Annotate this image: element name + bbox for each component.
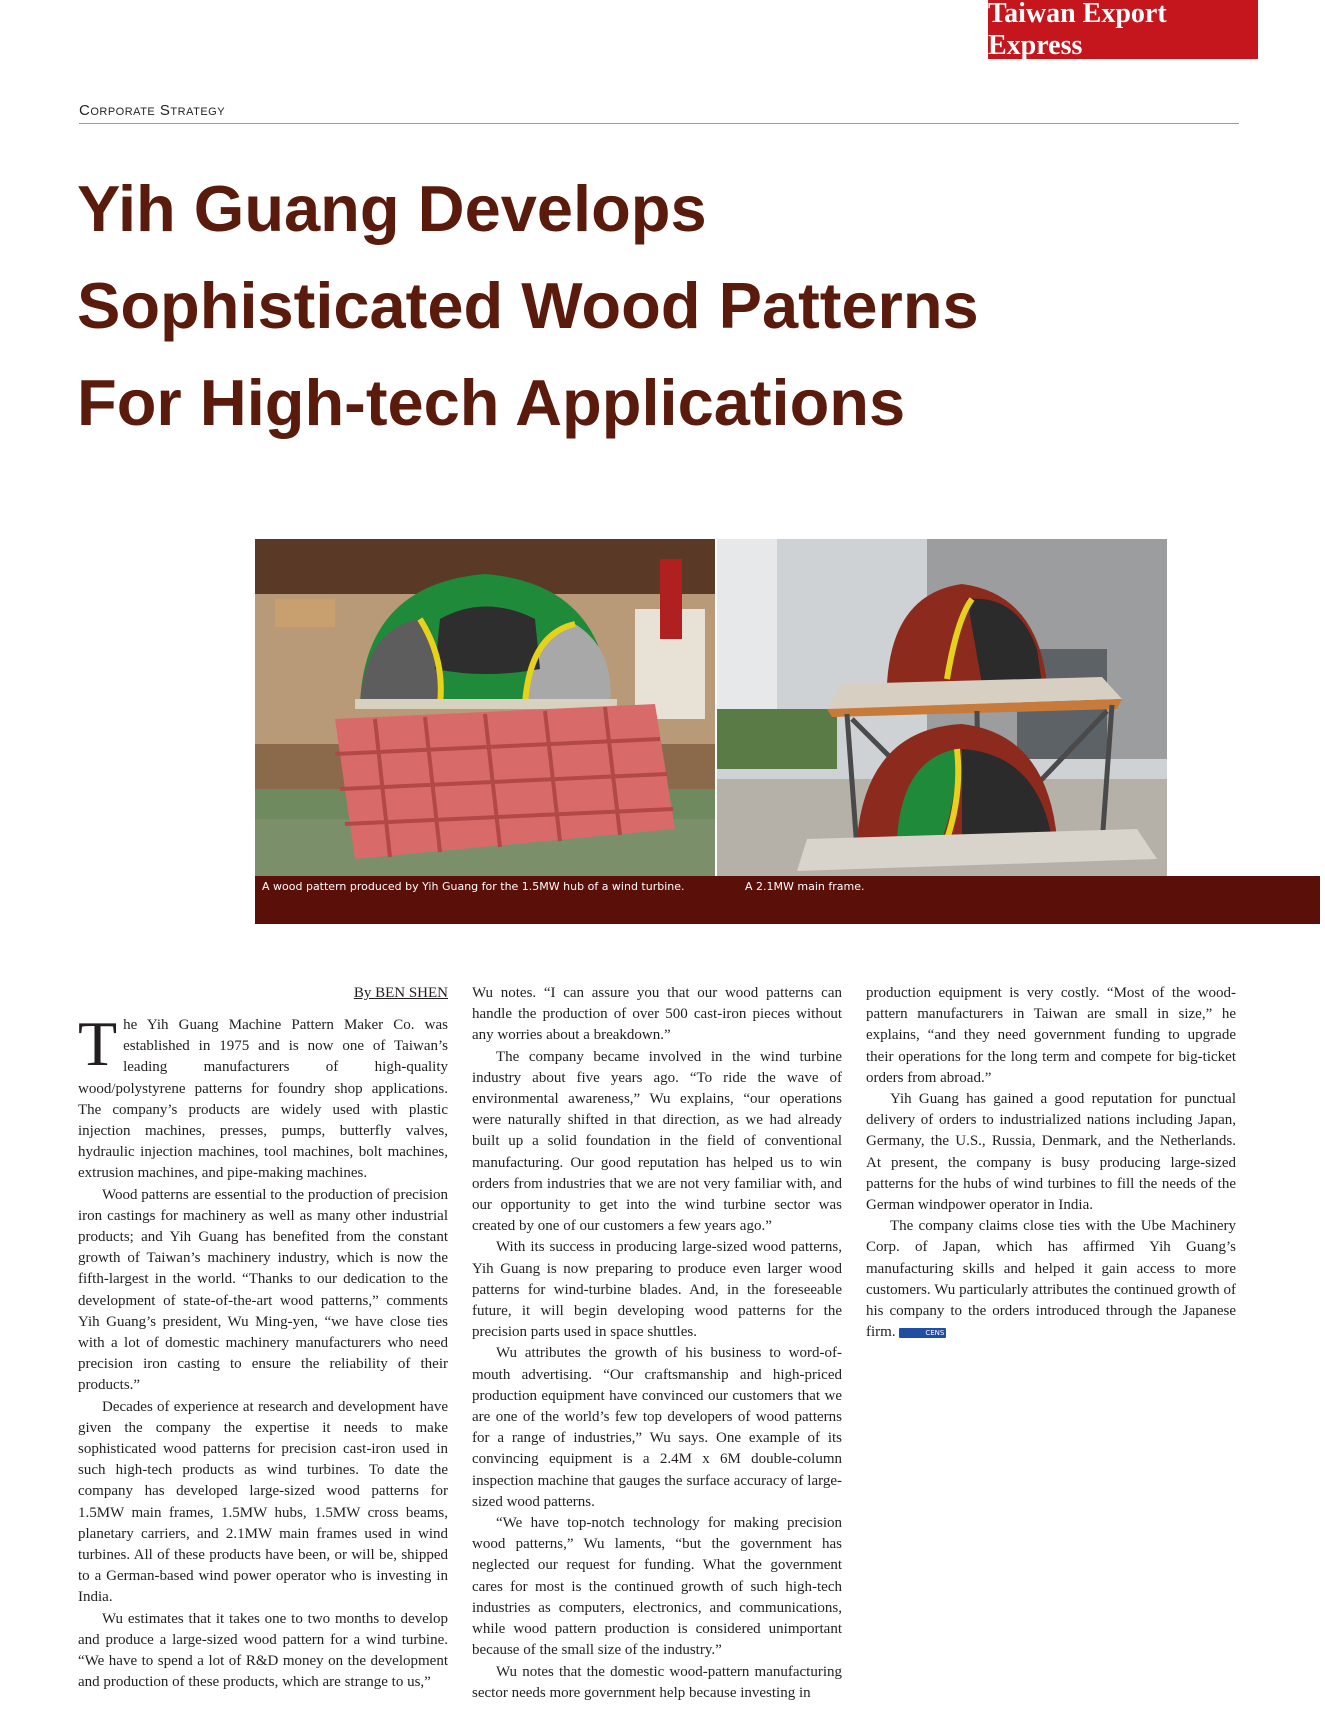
- article-column-1: [78, 983, 448, 1694]
- article-column-3: [866, 983, 1236, 1343]
- byline: By BEN SHEN: [353, 985, 448, 1001]
- headline-line-3: For High-tech Applications: [77, 366, 906, 439]
- article-paragraph-4: Wu estimates that it takes one to two months to develop and produce a large-sized wood pattern for a wind turbine. “We have to spend a lot of R&D money on the development and production of these products, which are strange to us,”: [78, 1610, 448, 1691]
- hub-photo-caption: A wood pattern produced by Yih Guang for the 1.5MW hub of a wind turbine.: [262, 880, 685, 893]
- article-paragraph-7: Wu attributes the growth of his business to word-of-mouth advertising. “Our craftsmanship and high-priced production equipment have convinced our customers that we are one of the world’s few top developers of wood patterns for a range of industries,” Wu says. One example of its convincing equipment is a 2.4M x 6M double-column inspection machine that gauges the surface accuracy of large-sized wood patterns.: [472, 1345, 842, 1510]
- article-paragraph-continued: Wu notes. “I can assure you that our wood patterns can handle the production of over 500 cast-iron pieces without any worries about a breakdown.”: [472, 985, 842, 1044]
- headline: [77, 160, 1237, 451]
- section-label: Corporate Strategy: [79, 102, 226, 119]
- headline-line-2: Sophisticated Wood Patterns: [77, 269, 979, 342]
- article-paragraph-1: [78, 1008, 448, 1185]
- paragraph-text: he Yih Guang Machine Pattern Maker Co. was established in 1975 and is now one of Taiwan’s leading manufacturers of high-quality wood/polystyrene patterns for foundry shop applications. The company’s products are widely used with plastic injection machines, presses, pumps, butterfly valves, hydraulic injection machines, tool machines, bolt machines, extrusion machines, and pipe-making machines.: [78, 1017, 448, 1182]
- drop-cap: T: [78, 1008, 118, 1079]
- article-paragraph-10: Yih Guang has gained a good reputation for punctual delivery of orders to industrialized nations including Japan, Germany, the U.S., Russia, Denmark, and the Netherlands. At present, the company is busy producing large-sized patterns for the hubs of wind turbines to fill the needs of the German windpower operator in India.: [866, 1091, 1236, 1214]
- article-paragraph-9: Wu notes that the domestic wood-pattern manufacturing sector needs more government help because investing in: [472, 1663, 842, 1701]
- article-paragraph-2: Wood patterns are essential to the production of precision iron castings for machinery as well as many other industrial products; and Yih Guang has benefited from the constant growth of Taiwan’s machinery industry, which is now the fifth-largest in the world. “Thanks to our dedication to the development of state-of-the-art wood patterns,” comments Yih Guang’s president, Wu Ming-yen, “we have close ties with a lot of domestic machinery manufacturers who need precision iron casting to ensure the reliability of their products.”: [78, 1186, 448, 1394]
- article-paragraph-6: With its success in producing large-sized wood patterns, Yih Guang is now preparing to produce even larger wood patterns for wind-turbine blades. And, in the foreseeable future, it will begin developing wood patterns for the precision parts used in space shuttles.: [472, 1239, 842, 1341]
- article-column-2: [472, 983, 842, 1704]
- main-frame-photo: [717, 539, 1167, 876]
- article-paragraph-8: “We have top-notch technology for making precision wood patterns,” Wu laments, “but the government has neglected our request for funding. What the government cares for most is the continued growth of such high-tech industries as computers, electronics, and communications, while wood pattern production is considered unimportant because of the small size of the industry.”: [472, 1515, 842, 1659]
- masthead: Taiwan Export Express: [988, 0, 1258, 59]
- paragraph-text: The company claims close ties with the Ube Machinery Corp. of Japan, which has affirmed Yih Guang’s manufacturing skills and helped it gain access to more customers. Wu particularly attributes the continued growth of his company to the orders introduced through the Japanese firm.: [866, 1218, 1236, 1341]
- article-paragraph-3: Decades of experience at research and development have given the company the expertise it needs to make sophisticated wood patterns for precision cast-iron used in such high-tech products as wind turbines. To date the company has developed large-sized wood patterns for 1.5MW main frames, 1.5MW hubs, 1.5MW cross beams, planetary carriers, and 2.1MW main frames used in wind turbines. All of these products have been, or will be, shipped to a German-based wind power operator who is investing in India.: [78, 1398, 448, 1606]
- hub-pattern-photo: [255, 539, 715, 876]
- headline-line-1: Yih Guang Develops: [77, 172, 707, 245]
- article-paragraph-5: The company became involved in the wind turbine industry about five years ago. “To ride the wave of environmental awareness,” Wu explains, “our operations were naturally shifted in that direction, as we had already built up a solid foundation in the field of conventional manufacturing. Our good reputation has helped us to win orders from industries that we are not very familiar with, and our opportunity to get into the wind turbine sector was created by one of our customers a few years ago.”: [472, 1048, 842, 1235]
- article-paragraph-continued: production equipment is very costly. “Most of the wood-pattern manufacturers in Taiwan are small in size,” he explains, “and they need government funding to upgrade their operations for the long term and compete for big-ticket orders from abroad.”: [866, 985, 1236, 1086]
- article-paragraph-11: [866, 1216, 1236, 1343]
- main-frame-photo-caption: A 2.1MW main frame.: [745, 880, 865, 893]
- cens-end-mark: CENS: [899, 1328, 946, 1338]
- section-divider: [79, 123, 1239, 124]
